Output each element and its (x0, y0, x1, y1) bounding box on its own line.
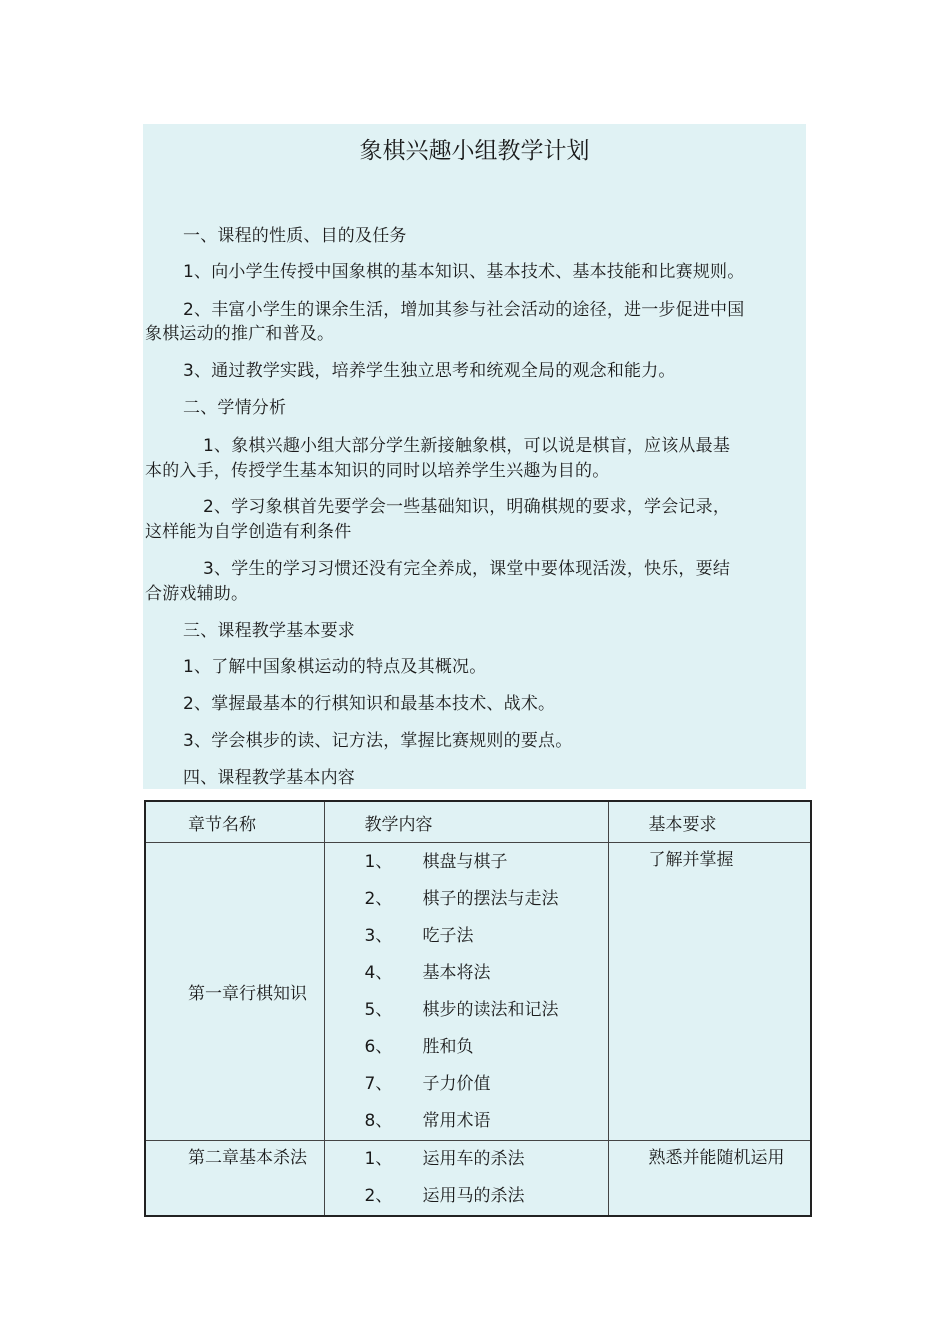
item-text: 棋盘与棋子 (422, 852, 508, 872)
list-item (325, 1029, 608, 1066)
list-item (325, 1178, 608, 1215)
paragraph-line: 3、学生的学习习惯还没有完全养成，课堂中要体现活泼，快乐，要结 (203, 559, 731, 579)
paragraph-line: 3、学会棋步的读、记方法，掌握比赛规则的要点。 (183, 731, 573, 751)
requirement-text: 了解并掌握 (648, 850, 734, 870)
paragraph-line: 本的入手，传授学生基本知识的同时以培养学生兴趣为目的。 (145, 461, 610, 481)
list-item (325, 918, 608, 955)
item-text: 基本将法 (422, 963, 491, 983)
item-number: 1、 (364, 852, 393, 872)
header-cell (324, 801, 608, 843)
page-title: 象棋兴趣小组教学计划 (359, 138, 590, 164)
list-item (325, 1103, 608, 1140)
list-item (325, 992, 608, 1029)
table-row (145, 1141, 811, 1217)
section-heading-4: 四、课程教学基本内容 (183, 768, 355, 788)
item-text: 胜和负 (422, 1037, 474, 1057)
paragraph-line: 3、通过教学实践，培养学生独立思考和统观全局的观念和能力。 (183, 361, 676, 381)
item-number: 6、 (364, 1037, 393, 1057)
item-text: 棋步的读法和记法 (422, 1000, 559, 1020)
item-text: 运用车的杀法 (422, 1149, 525, 1169)
header-cell (145, 801, 324, 843)
item-number: 8、 (364, 1111, 393, 1131)
chapter-cell (145, 1141, 324, 1217)
paragraph-line: 1、象棋兴趣小组大部分学生新接触象棋，可以说是棋盲，应该从最基 (203, 436, 731, 456)
item-number: 3、 (364, 926, 393, 946)
item-text: 常用术语 (422, 1111, 491, 1131)
requirement-cell (608, 843, 811, 1141)
requirement-cell (608, 1141, 811, 1217)
list-item (325, 955, 608, 992)
chapter-cell (145, 843, 324, 1141)
list-item (325, 1066, 608, 1103)
section-heading-1: 一、课程的性质、目的及任务 (183, 226, 407, 246)
item-text: 棋子的摆法与走法 (422, 889, 559, 909)
table-header-row (145, 801, 811, 843)
header-content: 教学内容 (364, 814, 433, 835)
item-text: 子力价值 (422, 1074, 491, 1094)
item-number: 1、 (364, 1149, 393, 1169)
paragraph-line: 2、学习象棋首先要学会一些基础知识，明确棋规的要求，学会记录， (203, 497, 731, 517)
requirement-text: 熟悉并能随机运用 (648, 1148, 785, 1168)
paragraph-line: 2、丰富小学生的课余生活，增加其参与社会活动的途径，进一步促进中国 (183, 300, 745, 320)
chapter-name: 第一章行棋知识 (188, 984, 307, 1004)
item-text: 吃子法 (422, 926, 474, 946)
item-number: 7、 (364, 1074, 393, 1094)
section-heading-3: 三、课程教学基本要求 (183, 621, 355, 641)
item-number: 5、 (364, 1000, 393, 1020)
item-number: 2、 (364, 1186, 393, 1206)
content-table (144, 800, 812, 1217)
chapter-name: 第二章基本杀法 (188, 1148, 307, 1168)
list-item (325, 844, 608, 881)
item-text: 运用马的杀法 (422, 1186, 525, 1206)
paragraph-line: 象棋运动的推广和普及。 (145, 324, 335, 344)
item-number: 4、 (364, 963, 393, 983)
paragraph-line: 1、了解中国象棋运动的特点及其概况。 (183, 657, 487, 677)
table-row (145, 843, 811, 1141)
list-item (325, 1141, 608, 1178)
paragraph-line: 1、向小学生传授中国象棋的基本知识、基本技术、基本技能和比赛规则。 (183, 262, 745, 282)
header-cell (608, 801, 811, 843)
paragraph-line: 这样能为自学创造有利条件 (145, 522, 352, 542)
paragraph-line: 2、掌握最基本的行棋知识和最基本技术、战术。 (183, 694, 556, 714)
header-requirement: 基本要求 (648, 814, 717, 835)
paragraph-line: 合游戏辅助。 (145, 584, 249, 604)
header-chapter-name: 章节名称 (188, 814, 256, 835)
content-cell (324, 1141, 608, 1217)
list-item (325, 881, 608, 918)
content-cell (324, 843, 608, 1141)
item-number: 2、 (364, 889, 393, 909)
section-heading-2: 二、学情分析 (183, 398, 287, 418)
